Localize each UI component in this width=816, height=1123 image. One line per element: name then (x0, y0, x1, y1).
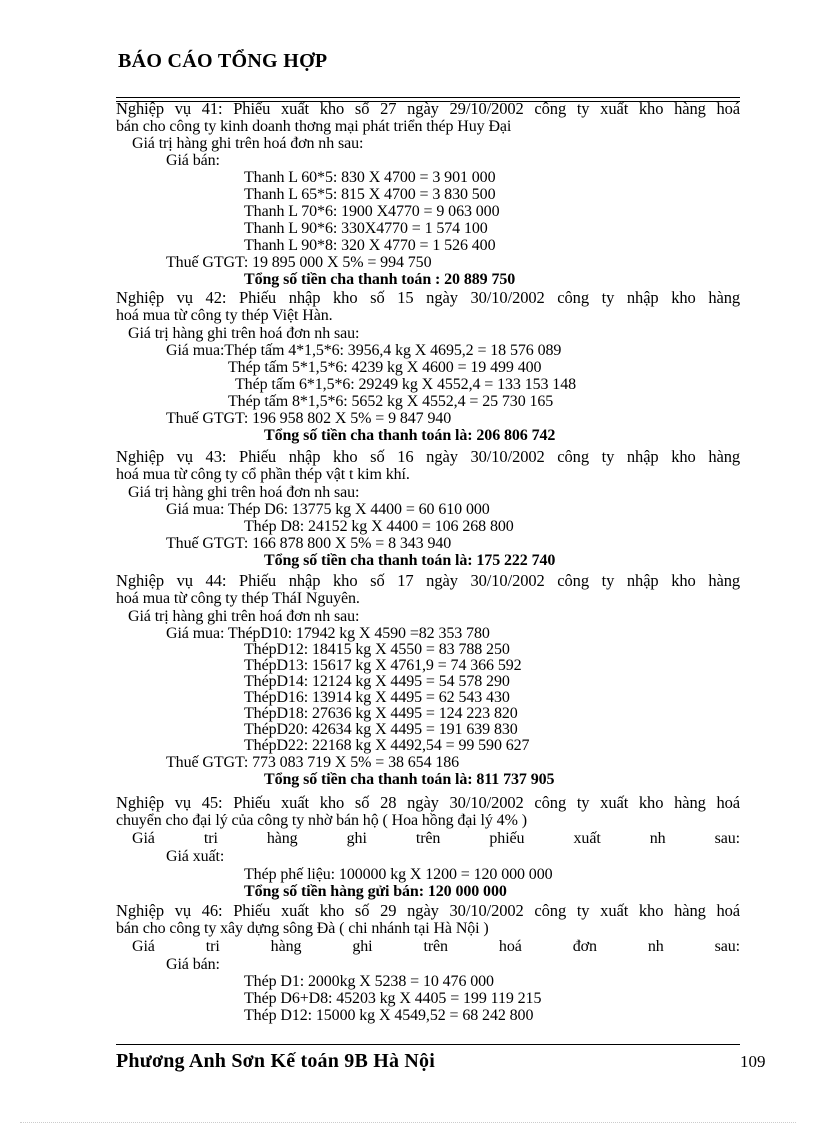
line: Thanh L 65*5: 815 X 4700 = 3 830 500 (244, 186, 496, 203)
total-line: Tổng số tiền hàng gửi bán: 120 000 000 (244, 883, 507, 900)
line: ThépD18: 27636 kg X 4495 = 124 223 820 (244, 705, 518, 722)
total-line: Tổng số tiền cha thanh toán là: 811 737 905 (264, 771, 555, 788)
line: Thép tấm 5*1,5*6: 4239 kg X 4600 = 19 499 400 (228, 359, 542, 376)
total-line: Tổng số tiền cha thanh toán là: 175 222 740 (264, 552, 556, 569)
line: bán cho công ty xây dựng sông Đà ( chi nhánh tại Hà Nội ) (116, 920, 489, 937)
line: Giá xuất: (166, 848, 225, 865)
line: Giá trị hàng ghi trên hoá đơn nh sau: (128, 608, 360, 625)
line: Giá trị hàng ghi trên hoá đơn nh sau: (128, 325, 360, 342)
line: Giá tri hàng ghi trên hoá đơn nh sau: (132, 938, 740, 955)
transaction-45-heading: Nghiệp vụ 45: Phiếu xuất kho số 28 ngày 30/10/2002 công ty xuất kho hàng hoá (116, 793, 740, 812)
line: Thanh L 70*6: 1900 X4770 = 9 063 000 (244, 203, 500, 220)
line: ThépD12: 18415 kg X 4550 = 83 788 250 (244, 641, 510, 658)
line: Thép D1: 2000kg X 5238 = 10 476 000 (244, 973, 494, 990)
line: bán cho công ty kinh doanh thơng mại phát triển thép Huy Đại (116, 118, 512, 135)
transaction-43-heading: Nghiệp vụ 43: Phiếu nhập kho số 16 ngày 30/10/2002 công ty nhập kho hàng (116, 447, 740, 466)
line: hoá mua từ công ty thép Việt Hàn. (116, 307, 333, 324)
line: Thuế GTGT: 773 083 719 X 5% = 38 654 186 (166, 754, 460, 771)
footer-rule (116, 1044, 740, 1045)
line: Giá mua: ThépD10: 17942 kg X 4590 =82 353 780 (166, 625, 490, 642)
line: ThépD16: 13914 kg X 4495 = 62 543 430 (244, 689, 510, 706)
page-number: 109 (740, 1052, 766, 1071)
line: Giá bán: (166, 956, 220, 973)
transaction-42-heading: Nghiệp vụ 42: Phiếu nhập kho số 15 ngày 30/10/2002 công ty nhập kho hàng (116, 288, 740, 307)
line: Thuế GTGT: 19 895 000 X 5% = 994 750 (166, 254, 432, 271)
total-line: Tổng số tiền cha thanh toán : 20 889 750 (244, 271, 516, 288)
line: Thép tấm 8*1,5*6: 5652 kg X 4552,4 = 25 730 165 (228, 393, 554, 410)
line: Thép tấm 6*1,5*6: 29249 kg X 4552,4 = 133 153 148 (235, 376, 576, 393)
line: Thép D12: 15000 kg X 4549,52 = 68 242 800 (244, 1007, 534, 1024)
transaction-46-heading: Nghiệp vụ 46: Phiếu xuất kho số 29 ngày 30/10/2002 công ty xuất kho hàng hoá (116, 901, 740, 920)
line: ThépD14: 12124 kg X 4495 = 54 578 290 (244, 673, 510, 690)
line: chuyển cho đại lý của công ty nhờ bán hộ ( Hoa hồng đại lý 4% ) (116, 812, 527, 829)
line: Giá trị hàng ghi trên hoá đơn nh sau: (128, 484, 360, 501)
header-rule-top (116, 97, 740, 98)
line: ThépD13: 15617 kg X 4761,9 = 74 366 592 (244, 657, 522, 674)
line: Thuế GTGT: 166 878 800 X 5% = 8 343 940 (166, 535, 452, 552)
line: Thanh L 60*5: 830 X 4700 = 3 901 000 (244, 169, 496, 186)
line: Giá bán: (166, 152, 220, 169)
line: Thanh L 90*8: 320 X 4770 = 1 526 400 (244, 237, 496, 254)
line: Giá trị hàng ghi trên hoá đơn nh sau: (132, 135, 364, 152)
transaction-44-heading: Nghiệp vụ 44: Phiếu nhập kho số 17 ngày 30/10/2002 công ty nhập kho hàng (116, 571, 740, 590)
line: ThépD22: 22168 kg X 4492,54 = 99 590 627 (244, 737, 530, 754)
line: Thép D6+D8: 45203 kg X 4405 = 199 119 215 (244, 990, 542, 1007)
line: ThépD20: 42634 kg X 4495 = 191 639 830 (244, 721, 518, 738)
line: Giá tri hàng ghi trên phiếu xuất nh sau: (132, 830, 740, 847)
line: Thép D8: 24152 kg X 4400 = 106 268 800 (244, 518, 514, 535)
footer-author: Phương Anh Sơn Kế toán 9B Hà Nội (116, 1050, 435, 1072)
total-line: Tổng số tiền cha thanh toán là: 206 806 742 (264, 427, 556, 444)
line: hoá mua từ công ty thép TháI Nguyên. (116, 590, 360, 607)
line: Thanh L 90*6: 330X4770 = 1 574 100 (244, 220, 488, 237)
report-header-title: BÁO CÁO TỔNG HỢP (118, 50, 328, 72)
line: Giá mua: Thép D6: 13775 kg X 4400 = 60 610 000 (166, 501, 490, 518)
line: Thép phế liệu: 100000 kg X 1200 = 120 000 000 (244, 866, 553, 883)
line: hoá mua từ công ty cổ phần thép vật t kim khí. (116, 466, 410, 483)
line: Giá mua:Thép tấm 4*1,5*6: 3956,4 kg X 4695,2 = 18 576 089 (166, 342, 562, 359)
line: Thuế GTGT: 196 958 802 X 5% = 9 847 940 (166, 410, 452, 427)
transaction-41-heading: Nghiệp vụ 41: Phiếu xuất kho số 27 ngày 29/10/2002 công ty xuất kho hàng hoá (116, 99, 740, 118)
